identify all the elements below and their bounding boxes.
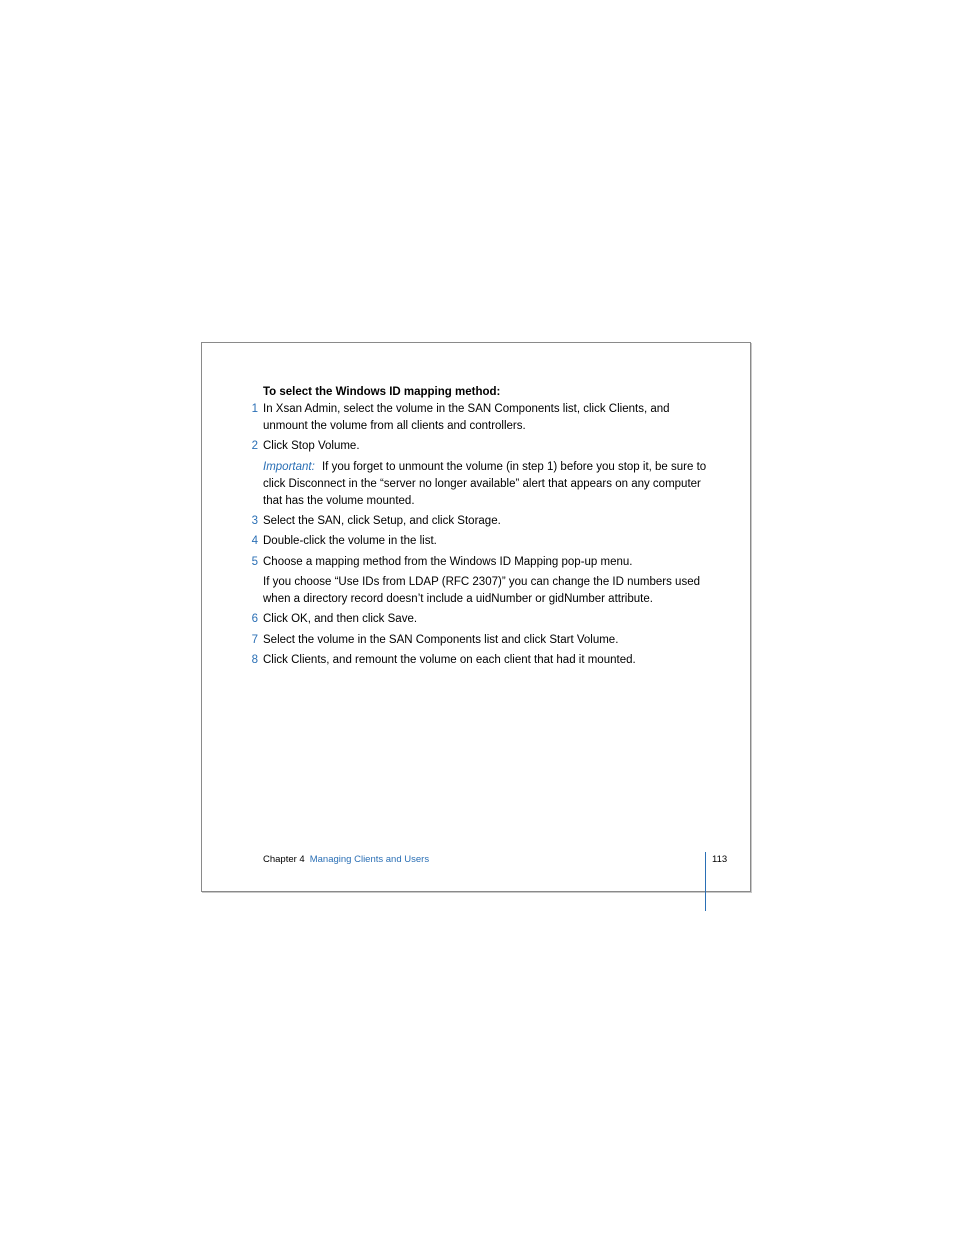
chapter-label: Chapter 4 <box>263 854 305 865</box>
step-text: Click OK, and then click Save. <box>263 613 418 625</box>
step-number: 8 <box>251 654 258 666</box>
important-text: If you forget to unmount the volume (in step 1) before you stop it, be sure to click Disconnect in the “server no longer available” alert that appears on any computer that has the volume mounted. <box>263 461 707 507</box>
step-number: 7 <box>251 634 258 646</box>
step-number: 2 <box>251 440 258 452</box>
step-number: 3 <box>251 515 258 527</box>
step-text: In Xsan Admin, select the volume in the SAN Components list, click Clients, and unmount the volume from all clients and controllers. <box>263 403 670 432</box>
step-text: Click Clients, and remount the volume on each client that had it mounted. <box>263 654 636 666</box>
procedure-heading: To select the Windows ID mapping method: <box>263 386 501 398</box>
important-label: Important: <box>263 461 315 473</box>
step-text: Select the SAN, click Setup, and click Storage. <box>263 515 501 527</box>
ldap-note: If you choose “Use IDs from LDAP (RFC 2307)” you can change the ID numbers used when a directory record doesn’t include a uidNumber or gidNumber attribute. <box>263 576 700 605</box>
chapter-title: Managing Clients and Users <box>309 854 430 865</box>
step-number: 6 <box>251 613 258 625</box>
footer-chapter <box>263 853 429 867</box>
step-number: 4 <box>251 535 258 547</box>
step-text: Choose a mapping method from the Windows ID Mapping pop-up menu. <box>263 556 633 568</box>
important-note <box>263 459 708 510</box>
step-number: 5 <box>251 556 258 568</box>
step-text: Double-click the volume in the list. <box>263 535 437 547</box>
footer-divider <box>705 852 706 911</box>
step-text: Click Stop Volume. <box>263 440 360 452</box>
page-number: 113 <box>712 854 728 865</box>
step-text: Select the volume in the SAN Components list and click Start Volume. <box>263 634 619 646</box>
step-number: 1 <box>251 403 258 415</box>
